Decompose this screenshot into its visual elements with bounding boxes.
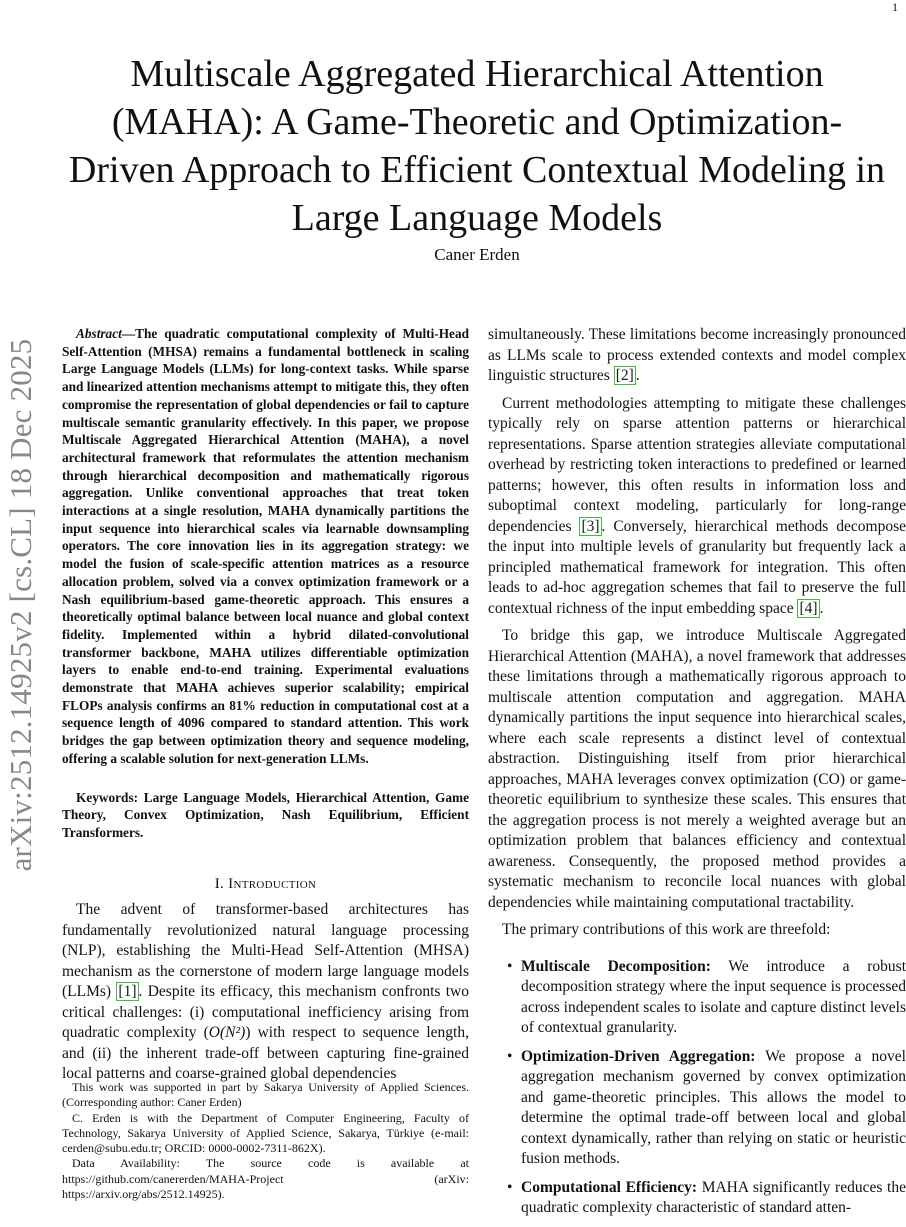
footnote-data-availability: Data Availability: The source code is available at https://github.com/canererden/MAHA-Project (arXiv: https://arxiv.org/abs/2512.14925). [62,1156,469,1202]
keywords: Keywords: Large Language Models, Hierarchical Attention, Game Theory, Convex Optimization, Nash Equilibrium, Efficient Transformers. [62,789,469,840]
author-name: Caner Erden [434,245,520,264]
bullet-icon: • [507,1178,513,1196]
list-item: • Multiscale Decomposition: We introduce a robust decomposition strategy where the input sequence is processed across independent scales to isolate and capture distinct levels of contextual granularity. [507,957,906,1036]
citation-link[interactable]: [3] [581,517,600,535]
abstract-label: Abstract [76,326,122,341]
page-number: 1 [892,0,898,14]
paper-title: Multiscale Aggregated Hierarchical Attention (MAHA): A Game-Theoretic and Optimization-Driven Approach to Efficient Contextual Modeling in Large Language Models [68,53,886,239]
intro-paragraph-1-continued: simultaneously. These limitations become increasingly pronounced as LLMs scale to process extended contexts and model complex linguistic structures [2] . [488,326,906,384]
intro-paragraph-1: The advent of transformer-based architectures has fundamentally revolutionized natural language processing (NLP), establishing the Multi-Head Self-Attention (MHSA) mechanism as the cornerstone of modern large language models (LLMs) [1] . Despite its efficacy, this mechanism confronts two critical challenges: (i) computational inefficiency arising from quadratic complexity (O(N²)) with respect to sequence length, and (ii) the inherent trade-off between capturing fine-grained local patterns and coarse-grained global dependencies [62,901,469,1083]
abstract [62,325,469,768]
arxiv-id-text: arXiv:2512.14925v2 [cs.CL] 18 Dec 2025 [3,338,38,872]
intro-paragraph-2: Current methodologies attempting to mitigate these challenges typically rely on sparse attention patterns or hierarchical representations. Sparse attention strategies alleviate computational overhead by restricting token interactions to predefined or learned patterns; however, this often results in information loss and suboptimal context modeling, particularly for long-range dependencies [3] . Conversely, hierarchical methods decompose the input into multiple levels of granularity but frequently lack a principled mathematical framework for integration. This often leads to ad-hoc aggregation schemes that fail to preserve the full contextual richness of the input embedding space [4] . [488,394,906,617]
left-column [62,325,469,1085]
footnote-funding: This work was supported in part by Sakarya University of Applied Sciences. (Corresponding author: Caner Erden) [62,1080,469,1110]
intro-paragraph-4: The primary contributions of this work are threefold: [502,921,831,938]
list-item: • Computational Efficiency: MAHA significantly reduces the quadratic complexity characteristic of standard atten- [507,1178,906,1216]
section-heading-introduction: I. Introduction [214,875,317,892]
abstract-text: —The quadratic computational complexity of Multi-Head Self-Attention (MHSA) remains a fundamental bottleneck in scaling Large Language Models (LLMs) for long-context tasks. While sparse and linearized attention mechanisms attempt to mitigate this, they often compromise the representation of global dependencies or fail to capture multiscale semantic granularity effectively. In this paper, we propose Multiscale Aggregated Hierarchical Attention (MAHA), a novel architectural framework that reformulates the attention mechanism through hierarchical decomposition and mathematically rigorous aggregation. Unlike conventional approaches that treat token interactions at a single resolution, MAHA dynamically partitions the input sequence into hierarchical scales via learnable downsampling operators. The core innovation lies in its aggregation strategy: we model the fusion of scale-specific attention matrices as a resource allocation problem, solved via a convex optimization framework or a Nash equilibrium-based game-theoretic approach. This ensures a theoretically optimal balance between local nuance and global context fidelity. Implemented within a hybrid dilated-convolutional transformer backbone, MAHA utilizes differentiable optimization layers to enable end-to-end training. Experimental evaluations demonstrate that MAHA achieves superior scalability; empirical FLOPs analysis confirms an 81% reduction in computational cost at a sequence length of 4096 compared to standard attention. This work bridges the gap between optimization theory and sequence modeling, offering a scalable solution for next-generation LLMs. [62,326,469,766]
complexity-formula: O(N²) [208,1024,246,1042]
bullet-icon: • [507,1047,513,1065]
arxiv-identifier-stamp [0,310,46,900]
list-item: • Optimization-Driven Aggregation: We propose a novel aggregation mechanism governed by convex optimization and game-theoretic principles. This allows the model to determine the optimal trade-off between local and global context dynamically, rather than relying on static or heuristic fusion methods. [507,1047,906,1167]
footnotes [62,1080,469,1202]
bullet-icon: • [507,957,513,975]
right-column [488,325,906,1227]
citation-link[interactable]: [1] [118,983,137,1001]
intro-paragraph-3: To bridge this gap, we introduce Multiscale Aggregated Hierarchical Attention (MAHA), a novel framework that addresses these limitations through a mathematically rigorous approach to multiscale attention computation and aggregation. MAHA dynamically partitions the input sequence into hierarchical scales, where each scale represents a distinct level of contextual abstraction. Distinguishing itself from prior hierarchical approaches, MAHA leverages convex optimization (CO) or game-theoretic equilibrium to synthesize these scales. This ensures that the aggregation process is not merely a weighted average but an optimization problem that balances efficiency and contextual awareness. Consequently, the proposed method provides a systematic mechanism to reconcile local nuances with global dependencies while maintaining computational tractability. [488,627,906,911]
contributions-list [488,957,906,1219]
citation-link[interactable]: [2] [615,367,634,384]
footnote-affiliation: C. Erden is with the Department of Computer Engineering, Faculty of Technology, Sakarya University of Applied Science, Sakarya, Türkiye (e-mail: cerden@subu.edu.tr; ORCID: 0000-0002-7311-862X). [62,1110,469,1156]
citation-link[interactable]: [4] [799,599,818,617]
